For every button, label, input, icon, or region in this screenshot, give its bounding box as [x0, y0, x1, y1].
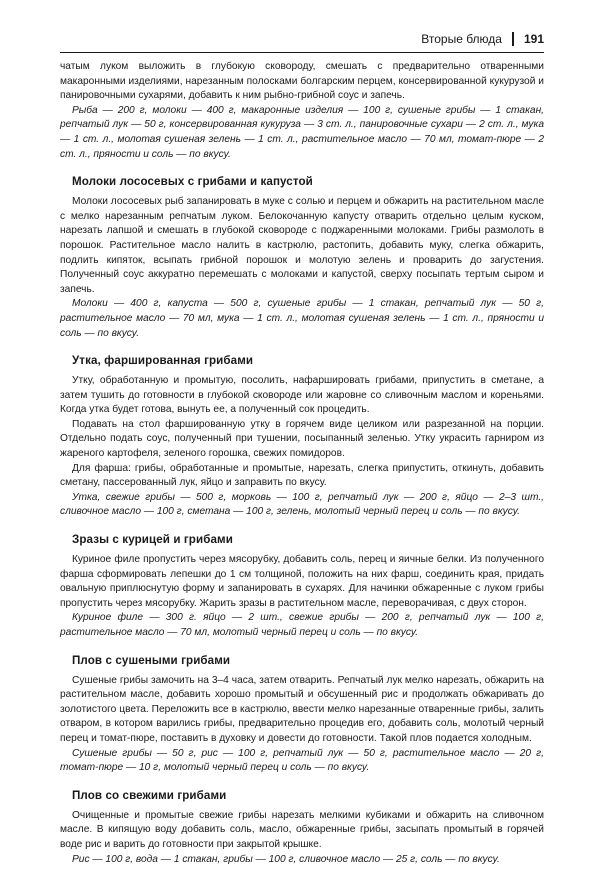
- recipe-ingredients: Утка, свежие грибы — 500 г, морковь — 100 г, репчатый лук — 200 г, яйцо — 2–3 шт., сливочное масло — 100 г, сметана — 100 г, зелень, молотый черный перец и соль — по вкусу.: [60, 491, 544, 518]
- recipe-title: Зразы с курицей и грибами: [72, 533, 233, 547]
- recipe-paragraph: Утку, обработанную и промытую, посолить, нафаршировать грибами, припустить в сметане, а затем тушить до готовности в глубокой сковороде или жаровне со сливочным маслом и кореньями. Когда утка будет готова, вынуть ее, а полученный сок процедить.: [60, 375, 544, 416]
- recipe-paragraph: Молоки лососевых рыб запанировать в муке с солью и перцем и обжарить на растительном масле с мелко нарезанным репчатым луком. Белокочанную капусту отварить отдельно целым куском, нарезать лапшой и смешать в глубокой сковороде с поджаренными молоками. Грибы размолоть в порошок. Растительное масло налить в кастрюлю, растопить, добавить муку, слегка обжарить, подлить кипяток, всыпать грибной порошок и молотую зелень и проварить до загустения. Полученный соус аккуратно перемешать с молоками и капустой, сверху посыпать тертым сыром и запечь.: [60, 196, 544, 295]
- recipe-ingredients: Молоки — 400 г, капуста — 500 г, сушеные грибы — 1 стакан, репчатый лук — 50 г, растительное масло — 70 мл, мука — 1 ст. л., молотая сушеная зелень — 1 ст. л., пряности и соль — по вкусу.: [60, 298, 544, 339]
- running-head: [421, 32, 544, 46]
- recipe-title: Плов со свежими грибами: [72, 788, 227, 802]
- recipe-ingredients: Куриное филе — 300 г. яйцо — 2 шт., свежие грибы — 200 г, репчатый лук — 100 г, растительное масло — 70 мл, молотый черный перец и соль — по вкусу.: [60, 612, 544, 638]
- intro-ingredients: Рыба — 200 г, молоки — 400 г, макаронные изделия — 100 г, сушеные грибы — 1 стакан, репчатый лук — 50 г, консервированная кукуруза — 3 ст. л., панировочные сухари — 2 ст. л., мука — 1 ст. л., молотая сушеная зелень — 1 ст. л., растительное масло — 70 мл, томат-пюре — 2 ст. л., пряности и соль — по вкусу.: [60, 104, 544, 160]
- recipe-paragraph: Куриное филе пропустить через мясорубку, добавить соль, перец и яичные белки. Из полученного фарша сформировать лепешки до 1 см толщиной, положить на них фарш, соединить края, придать овальную приплюснутую форму и запанировать в сухарях. Для начинки обжаренные с луком грибы пропустить через мясорубку. Жарить зразы в растительном масле, переворачивая, с двух сторон.: [60, 554, 544, 609]
- recipe-ingredients: Рис — 100 г, вода — 1 стакан, грибы — 100 г, сливочное масло — 25 г, соль — по вкусу.: [72, 853, 500, 865]
- recipe-title: Плов с сушеными грибами: [72, 653, 231, 667]
- page-number: 191: [523, 32, 544, 46]
- intro-text: чатым луком выложить в глубокую сковороду, смешать с предварительно отваренными макаронными изделиями, нарезанным полосками болгарским перцем, консервированной кукурузой и панировочными сухарями, добавить к ним рыбно-грибной соус и запечь.: [60, 61, 544, 102]
- recipe-paragraph: Для фарша: грибы, обработанные и промытые, нарезать, слегка припустить, откинуть, добавить сметану, пассерованный лук, яйцо и заправить по вкусу.: [60, 462, 544, 489]
- recipe-paragraph: Очищенные и промытые свежие грибы нарезать мелкими кубиками и обжарить на сливочном масле. В кипящую воду добавить соль, масло, обжаренные грибы, засыпать промытый в горячей воде рис и варить до готовности при закрытой крышке.: [60, 809, 544, 850]
- recipe-paragraph: Сушеные грибы замочить на 3–4 часа, затем отварить. Репчатый лук мелко нарезать, обжарить на растительном масле, добавить хорошо промытый и обсушенный рис и продолжать обжаривать до золотистого цвета. Переложить все в кастрюлю, ввести мелко нарезанные отваренные грибы, залить отваром, в котором варились грибы, предварительно процедив его, добавить соль, молотый черный перец и томат-пюре, поставить в духовку и довести до готовности. Такой плов подается холодным.: [60, 674, 544, 744]
- recipe-title: Молоки лососевых с грибами и капустой: [72, 175, 313, 189]
- recipe-paragraph: Подавать на стол фаршированную утку в горячем виде целиком или разрезанной на порции. Отдельно подать соус, полученный при тушении, посыпанный зеленью. Утку украсить гарниром из жареного картофеля, зеленого горошка, свежих помидоров.: [60, 418, 544, 460]
- section-title: Вторые блюда: [421, 32, 502, 46]
- header-separator: [512, 32, 514, 46]
- page-content: [60, 60, 544, 873]
- recipe-title: Утка, фаршированная грибами: [72, 354, 254, 368]
- header-rule: [60, 52, 544, 53]
- recipe-ingredients: Сушеные грибы — 50 г, рис — 100 г, репчатый лук — 50 г, растительное масло — 20 г, томат-пюре — 10 г, молотый черный перец и соль — по вкусу.: [60, 747, 544, 774]
